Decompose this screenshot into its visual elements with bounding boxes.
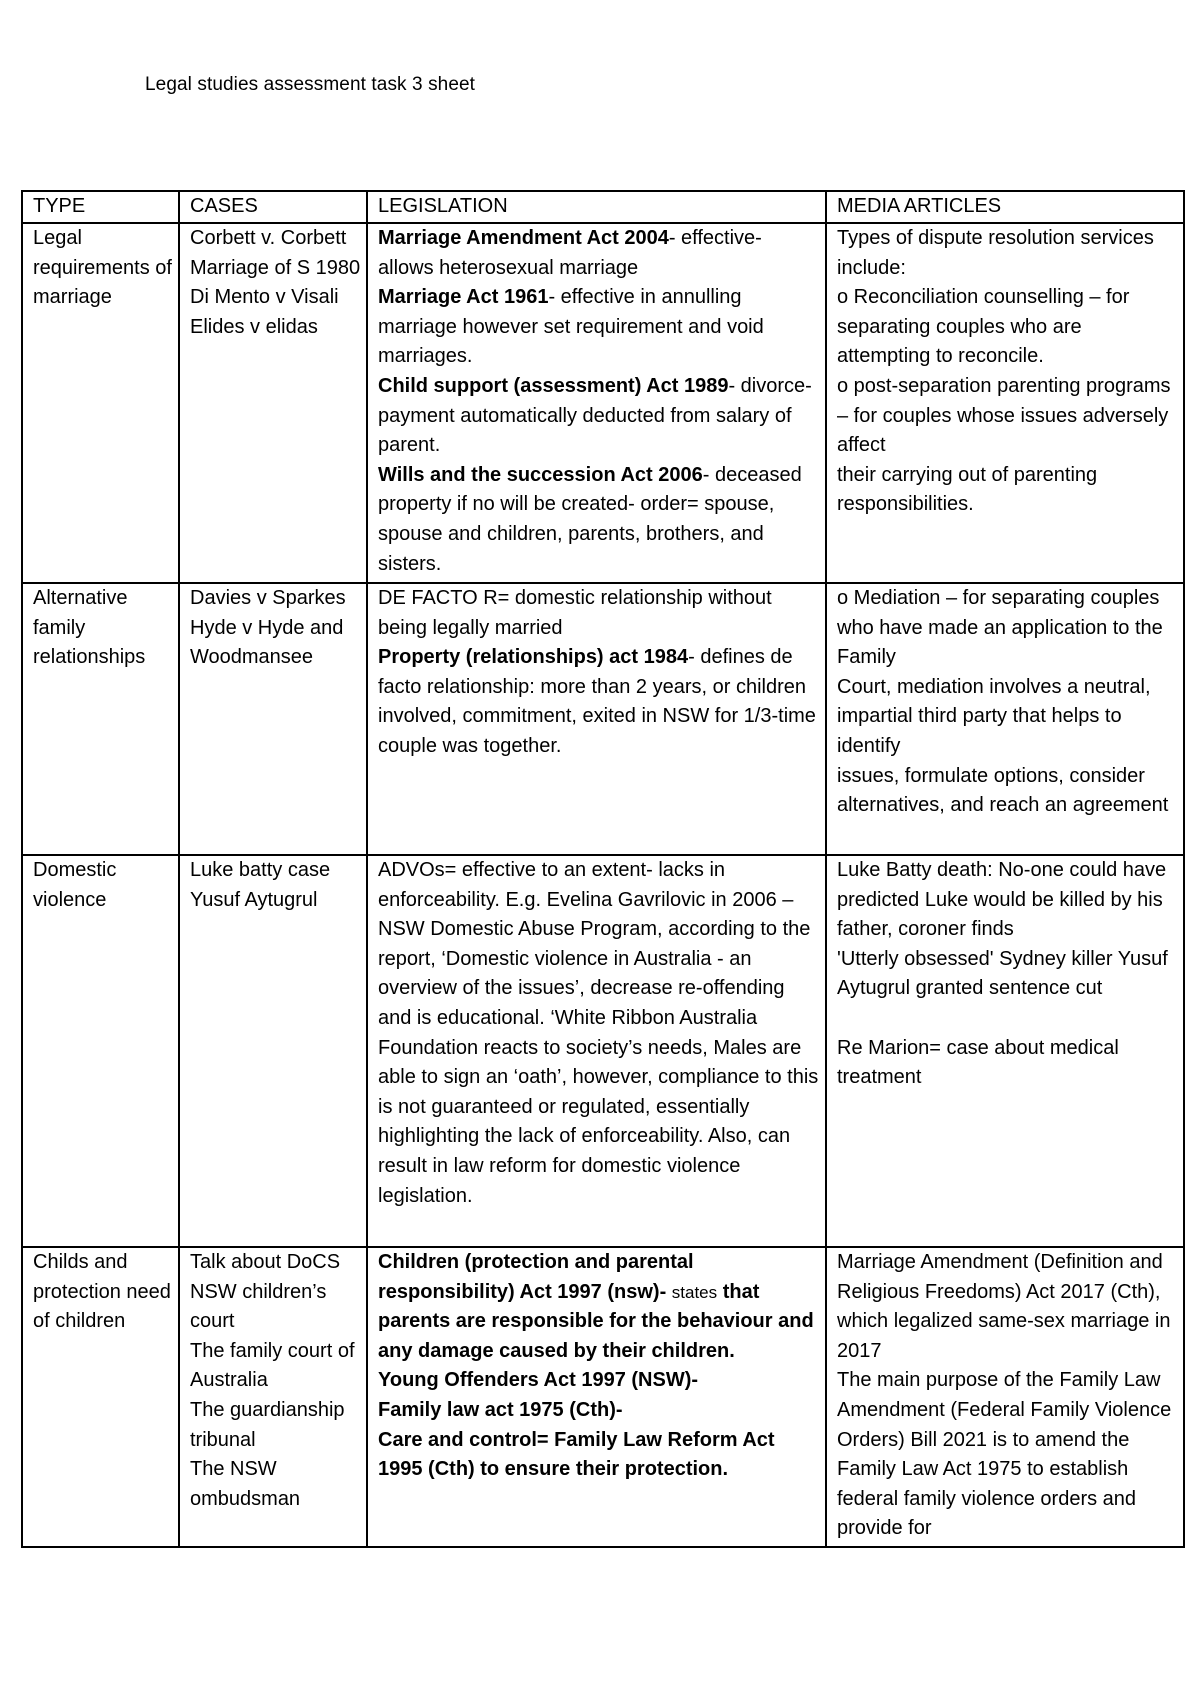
spacer — [837, 1004, 1178, 1034]
media-cell — [826, 223, 1184, 583]
cases-cell — [179, 583, 367, 855]
legislation-intro: DE FACTO R= domestic relationship without being legally married — [378, 587, 772, 639]
column-header-type: TYPE — [22, 191, 179, 223]
legislation-entry — [378, 1248, 820, 1366]
media-item: issues, formulate options, consider alternatives, and reach an agreement — [837, 764, 1169, 817]
legislation-cell — [367, 583, 826, 855]
legal-studies-table — [21, 190, 1185, 1548]
act-states-word: states — [671, 1282, 718, 1302]
act-name: Marriage Act 1961 — [378, 286, 549, 309]
case-item: Talk about DoCS — [190, 1251, 341, 1273]
column-header-legislation: LEGISLATION — [367, 191, 826, 223]
type-cell: Childs and protection need of children — [22, 1247, 179, 1547]
case-item: Luke batty case — [190, 859, 331, 881]
legislation-entry: Young Offenders Act 1997 (NSW)- — [378, 1369, 699, 1392]
legislation-entry: Family law act 1975 (Cth)- — [378, 1398, 623, 1421]
table-row — [22, 855, 1184, 1247]
case-item: The NSW ombudsman — [190, 1458, 301, 1510]
act-description: - effective- allows heterosexual marriage — [378, 227, 762, 279]
column-header-media-articles: MEDIA ARTICLES — [826, 191, 1184, 223]
legislation-cell: ADVOs= effective to an extent- lacks in enforceability. E.g. Evelina Gavrilovic in 2006 – NSW Domestic Abuse Program, according to the report, ‘Domestic violence in Australia - an overview of the issues’, decrease re-offending and is educational. ‘White Ribbon Australia Foundation reacts to society’s needs, Males are able to sign an ‘oath’, however, compliance to this is not guaranteed or regulated, essentially highlighting the lack of enforceability. Also, can result in law reform for domestic violence legislation. — [367, 855, 826, 1247]
act-description: - effective in annulling marriage however set requirement and void marriages. — [378, 286, 764, 368]
type-cell: Domestic violence — [22, 855, 179, 1247]
act-description: that parents are responsible for the behaviour and any damage caused by their children. — [378, 1280, 814, 1362]
case-item: Elides v elidas — [190, 315, 318, 338]
page-header: Legal studies assessment task 3 sheet — [145, 74, 476, 95]
case-item: Davies v Sparkes — [190, 587, 346, 609]
media-cell — [826, 855, 1184, 1247]
media-item: o post-separation parenting programs – for couples whose issues adversely affect — [837, 374, 1171, 457]
legislation-entry — [378, 283, 820, 372]
type-cell: Alternative family relationships — [22, 583, 179, 855]
media-item: o Reconciliation counselling – for separating couples who are attempting to reconcile. — [837, 286, 1130, 368]
table-header-row — [22, 191, 1184, 223]
case-item: The family court of Australia — [190, 1339, 355, 1392]
media-item: Types of dispute resolution services include: — [837, 227, 1154, 279]
legislation-cell — [367, 223, 826, 583]
media-item: Court, mediation involves a neutral, impartial third party that helps to identify — [837, 675, 1151, 757]
media-cell — [826, 1247, 1184, 1547]
act-name: Property (relationships) act 1984 — [378, 646, 689, 669]
legislation-entry — [378, 643, 820, 761]
media-item: Re Marion= case about medical treatment — [837, 1036, 1119, 1089]
table-row — [22, 1247, 1184, 1547]
type-cell: Legal requirements of marriage — [22, 223, 179, 583]
act-name: Child support (assessment) Act 1989 — [378, 374, 729, 397]
table-row — [22, 583, 1184, 855]
cases-cell — [179, 1247, 367, 1547]
media-item: The main purpose of the Family Law Amendment (Federal Family Violence Orders) Bill 2021 is to amend the Family Law Act 1975 to establish federal family violence orders and provide for — [837, 1369, 1172, 1540]
case-item: Corbett v. Corbett — [190, 227, 347, 249]
act-description: - divorce- payment automatically deducted from salary of parent. — [378, 374, 812, 457]
case-item: Di Mento v Visali — [190, 286, 339, 309]
cases-cell — [179, 855, 367, 1247]
media-item: Marriage Amendment (Definition and Religious Freedoms) Act 2017 (Cth), which legalized same-sex marriage in 2017 — [837, 1251, 1171, 1362]
media-cell — [826, 583, 1184, 855]
media-item: o Mediation – for separating couples who have made an application to the Family — [837, 587, 1163, 669]
case-item: Hyde v Hyde and Woodmansee — [190, 616, 344, 669]
legislation-cell — [367, 1247, 826, 1547]
media-item: Luke Batty death: No-one could have predicted Luke would be killed by his father, coroner finds — [837, 859, 1167, 941]
case-item: The guardianship tribunal — [190, 1398, 345, 1451]
case-item: NSW children’s court — [190, 1280, 327, 1333]
act-description: - defines de facto relationship: more than 2 years, or children involved, commitment, exited in NSW for 1/3-time couple was together. — [378, 646, 816, 757]
act-description: - deceased property if no will be created- order= spouse, spouse and children, parents, brothers, and sisters. — [378, 463, 802, 575]
cases-cell — [179, 223, 367, 583]
column-header-cases: CASES — [179, 191, 367, 223]
act-separator: - — [659, 1280, 672, 1303]
case-item: Marriage of S 1980 — [190, 256, 361, 279]
act-name: Children (protection and parental responsibility) Act 1997 (nsw) — [378, 1251, 694, 1303]
media-item: their carrying out of parenting responsibilities. — [837, 463, 1098, 516]
legislation-entry: Care and control= Family Law Reform Act 1995 (Cth) to ensure their protection. — [378, 1428, 775, 1481]
legislation-entry — [378, 224, 820, 283]
case-item: Yusuf Aytugrul — [190, 888, 318, 911]
media-item: 'Utterly obsessed' Sydney killer Yusuf Aytugrul granted sentence cut — [837, 947, 1168, 1000]
legislation-entry — [378, 461, 820, 579]
act-name: Wills and the succession Act 2006 — [378, 463, 703, 486]
table-row — [22, 223, 1184, 583]
legislation-entry — [378, 372, 820, 461]
act-name: Marriage Amendment Act 2004 — [378, 227, 669, 249]
